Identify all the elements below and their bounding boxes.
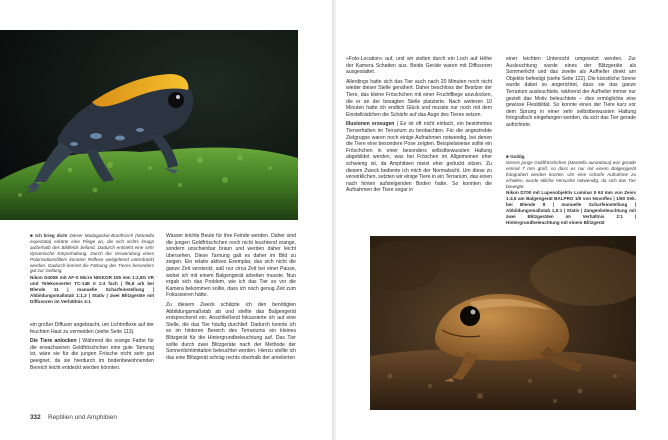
right-text-column-2 — [506, 56, 636, 132]
running-head: Reptilien und Amphibien — [48, 414, 117, 421]
right-text-column-1 — [346, 56, 492, 197]
paragraph: Allerdings hatte sich das Tier auch nach 20 Minuten noch nicht wieder dieser Stelle genähert. Daher beschloss der Besitzer der Tiere, das kleine Fröschchen mit einer Fruchtfliege anzulocken, die er an der besagten Stelle platzierte. Nach weiteren 10 Minuten hatte ich endlich Glück und musste nur noch mit dem Einstellrädchen die Schärfe auf das Auge des Tieres setzen. — [346, 78, 492, 118]
caption-technical-data: Nikon D700 mit Lupenobjektiv Luminar II 63 mm von Zeiss 1:4,5 am Balgengerät BALPRO 1/5 von Novoflex | 1/60 Sek. bei Blende 8 | manuelle Scharfeinstellung | Abbildungsmaßstab 1,5:1 | Stativ | Zangenbeleuchtung mit zwei Blitzgeräten im Verhältnis 2:1 | Hintergrundbeleuchtung mit einem Blitzgerät — [506, 190, 636, 225]
paragraph: Wasser leichte Beute für ihre Feinde werden. Daher sind die jungen Goldfröschchen noch nicht leuchtend orange, sondern unscheinbar braun und werden daher leicht übersehen. Diese Tarnung galt es daher im Bild zu zeigen. Ein relativ aktives Exemplar, das sich nicht die ganze Zeit versteckt, saß nur circa Zeit bei einer Pause, wobei ich mit einem Balgengerät arbeiten musste. Nun ergab sich das Problem, wie ich das Tier so vor die Kamera bekommen sollte, dass ich noch genug Zeit zum Fokussieren hätte. — [166, 233, 296, 299]
run-in-heading: Illusionen erzeugen — [346, 121, 395, 128]
paragraph: einer leichten Untersicht umgesetzt werden. Zur Ausleuchtung wurde eines der Blitzgeräte als Sommerlicht und das zweite als Aufheller direkt am Objektiv befestigt (siehe Seite 122). Die künstliche Sonne wurde dabei so angerichtet, dass sie das ganze Terrarium ausleuchtete, während der Aufheller immer nur gezielt das Motiv beleuchtete – dies ermöglichte eine gewisse Flexibilität. So konnte eines der Tiere kurz vor dem Sprung in einer sehr selbstbewussten Haltung fotografisch eingefangen werden, da sich das Tier gerade aufrichtete. — [506, 56, 636, 128]
paragraph: Zu diesem Zweck schätzte ich den benötigten Abbildungsmaßstab ab und stellte das Balgengerät entsprechend ein. Anschließend fokussierte ich auf eine Stelle, die das Tier häufig durchlief. Dadurch konnte ich so im hinteren Bereich des Terrariums ein kleines Blitzgerät für die Hintergrundbeleuchtung auf. Das Tier sollte durch zwei Blitzgeräte nach der Methode der Sonnenlichtimitation beleuchtet werden. Hierzu stellte ich das eine Blitzgerät schräg rechts oberhalb der amelierten — [166, 301, 296, 361]
caption-technical-data: Nikon D400E mit AF-S Micro NIKKOR 105 mm 1:2,8G VR und Telekonverter TC-14E II 1:4 fach | f/6,8 ark bei Blende 11 | manuelle Scharfeinstellung | Abbildungsmaßstab 1:1,3 | Stativ | zwei Blitzgeräte mit Diffusoren im Verhältnis 4:1 — [30, 275, 154, 304]
paragraph: »Foto-Location« auf, und wir zielten durch ein Loch auf Höhe der Kamera Schatten aus. Beide Geräte waren mit Diffusoren ausgestattet. — [346, 56, 492, 76]
caption-marker: ■ — [30, 233, 34, 238]
caption-title: Ich krieg dich! — [35, 233, 68, 238]
froglet-photo — [370, 236, 636, 410]
caption-body: Dieses junge Goldfröschchen (Mantella aurantiaca) war gerade einmal 7 mm groß, so dass es nur mit einem Balgengerät fotografiert werden konnte. Um eine scharfe Aufnahme zu erhalten, wurde etliche Versuche notwendig, da sich das Tier bewegte. — [506, 159, 636, 189]
left-page — [0, 0, 332, 440]
right-photo-caption — [506, 154, 636, 226]
left-text-column-1 — [30, 322, 154, 374]
caption-marker: ■ — [506, 154, 509, 159]
run-in-heading: Die Tiere anlocken — [30, 338, 77, 345]
mantella-expectata-photo — [0, 30, 298, 220]
paragraph: Illusionen erzeugen | Es ist oft nicht einfach, ein bestimmtes Tierverhalten im Terrarium zu beobachten. Für die angestrebte Zielgruppe waren noch einige Aufnahmen notwendig, bei denen die Tiere eine besondere Pose zeigten. Beispielsweise sollte ein Fröschchen in einer besonders selbstbewussten Haltung abgebildet werden, was bei Fröschen im Allgemeinen eher schwierig ist, da Amphibien meist eher geduckt sitzen. Zu diesem Zweck bediente ich mich der Normalsicht. Um diese zu verwirklichen, setzten wir einige Tiere in ein Terrarium, das einen nach hinten aufsteigenden Boden hatte. So konnten die Aufnahmen der Tiere sogar in — [346, 121, 492, 194]
caption-title: Goldig — [510, 154, 525, 159]
left-photo-caption — [30, 233, 154, 305]
right-page — [336, 0, 668, 440]
left-text-column-2 — [166, 233, 296, 364]
paragraph: Die Tiere anlocken | Während die orange Farbe für die erwachsenen Goldfröschchen eine gute Tarnung ist, wäre sie für die jungen Frösche nicht sehr gut geeignet, da sie hierdurch im bodenbewohnenden Bereich leicht entdeckt werden könnten. — [30, 338, 154, 371]
page-number: 332 — [30, 414, 41, 421]
paragraph: ein großer Diffusor angebracht, um Lichtreflexe auf der feuchten Haut zu vermeiden (siehe Seite 113). — [30, 322, 154, 335]
caption-body: Dieser Madagaskar-Buntfrosch (Mantella expectata) erkärte eine Fliege an, die sich nichts knapp außerhalb des Bildfelds befand. Dadurch entsteht eine sehr dynamische Körperhaltung. Durch die Verwendung eines Polarisationsfilters konnten Reflexe weitgehend unterdrückt werden. Dadurch kommt die Färbung des Tieres besonders gut zur Geltung. — [30, 233, 155, 274]
